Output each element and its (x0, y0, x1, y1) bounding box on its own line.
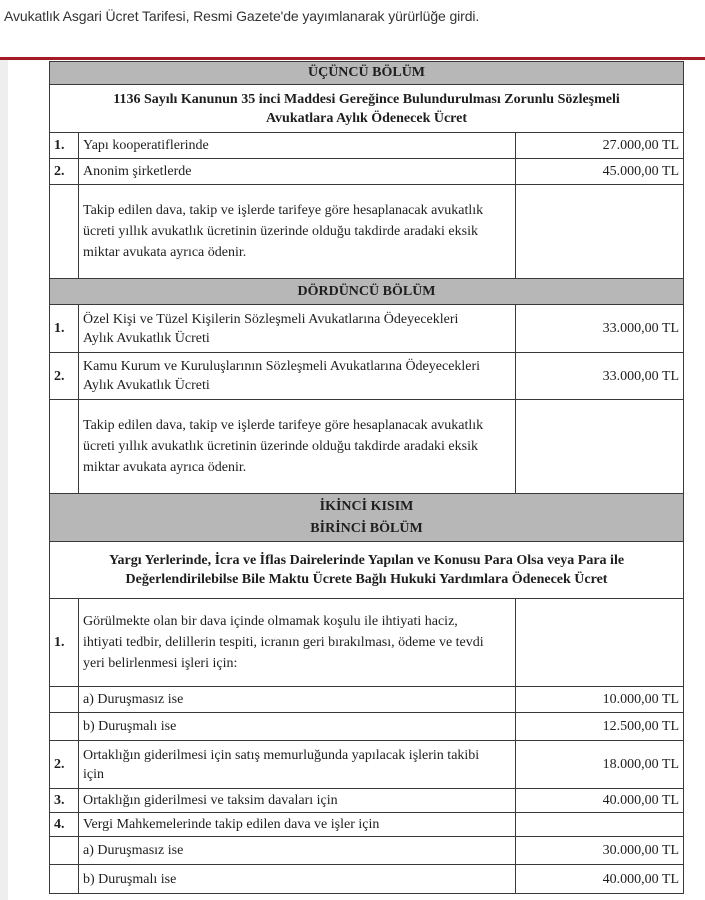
section-subtitle-row (50, 85, 684, 133)
text-line: BİRİNCİ BÖLÜM (310, 520, 423, 536)
item-amount (516, 813, 684, 837)
item-description (79, 133, 516, 159)
section-header-row (50, 494, 684, 542)
item-number: 2. (50, 741, 79, 789)
text-line: ücreti yıllık avukatlık ücretinin üzerinde olduğu takdirde aradaki eksik (83, 439, 478, 454)
item-number: 1. (50, 305, 79, 353)
text-line: Takip edilen dava, takip ve işlerde tarifeye göre hesaplanacak avukatlık (83, 418, 484, 433)
item-description (79, 741, 516, 789)
text-line: ÜÇÜNCÜ BÖLÜM (307, 65, 426, 80)
item-description (79, 789, 516, 813)
text-line: a) Duruşmasız ise (83, 843, 184, 858)
table-row (50, 305, 684, 353)
text-line: miktar avukata ayrıca ödenir. (83, 460, 247, 475)
text-line: Kamu Kurum ve Kuruluşlarının Sözleşmeli Avukatlarına Ödeyecekleri (83, 359, 481, 374)
table-row (50, 353, 684, 400)
item-number (50, 185, 79, 279)
item-amount: 33.000,00 TL (516, 305, 684, 353)
text-line: Avukatlara Aylık Ödenecek Ücret (265, 110, 468, 126)
text-line: Yargı Yerlerinde, İcra ve İflas Dairelerinde Yapılan ve Konusu Para Olsa veya Para ile (108, 553, 625, 568)
item-amount: 12.500,00 TL (516, 713, 684, 741)
item-amount: 18.000,00 TL (516, 741, 684, 789)
item-amount (516, 400, 684, 494)
item-number: 2. (50, 159, 79, 185)
item-number (50, 865, 79, 894)
section-header-row (50, 62, 684, 85)
item-description (79, 353, 516, 400)
table-row (50, 865, 684, 894)
item-amount: 45.000,00 TL (516, 159, 684, 185)
text-line: Takip edilen dava, takip ve işlerde tarifeye göre hesaplanacak avukatlık (83, 203, 484, 218)
item-number: 4. (50, 813, 79, 837)
item-amount: 27.000,00 TL (516, 133, 684, 159)
text-line: 1136 Sayılı Kanunun 35 inci Maddesi Gereğince Bulundurulması Zorunlu Sözleşmeli (113, 91, 620, 107)
section-header-row (50, 279, 684, 305)
table-row (50, 599, 684, 687)
item-description (79, 865, 516, 894)
note-row (50, 400, 684, 494)
text-line: a) Duruşmasız ise (83, 692, 184, 707)
tariff-table (49, 61, 684, 894)
item-amount: 40.000,00 TL (516, 789, 684, 813)
item-description (79, 185, 516, 279)
item-amount (516, 599, 684, 687)
table-row (50, 789, 684, 813)
item-description (79, 599, 516, 687)
section-subtitle (50, 85, 684, 133)
table-row (50, 837, 684, 865)
text-line: için (83, 766, 104, 782)
table-row (50, 813, 684, 837)
item-description (79, 837, 516, 865)
item-description (79, 305, 516, 353)
item-number: 2. (50, 353, 79, 400)
text-line: Ortaklığın giderilmesi ve taksim davaları için (83, 793, 338, 808)
table-row (50, 741, 684, 789)
item-description (79, 713, 516, 741)
item-description (79, 159, 516, 185)
table-row (50, 713, 684, 741)
text-line: Ortaklığın giderilmesi için satış memurluğunda yapılacak işlerin takibi (83, 747, 480, 763)
text-line: Değerlendirilebilse Bile Maktu Ücrete Bağlı Hukuki Yardımlara Ödenecek Ücret (125, 572, 608, 587)
left-margin-strip (0, 60, 8, 900)
text-line: Aylık Avukatlık Ücreti (83, 378, 210, 393)
item-number: 1. (50, 599, 79, 687)
note-row (50, 185, 684, 279)
item-amount (516, 185, 684, 279)
item-description (79, 813, 516, 837)
text-line: Yapı kooperatiflerinde (83, 138, 209, 153)
section-header (50, 494, 684, 542)
item-number (50, 400, 79, 494)
item-number: 3. (50, 789, 79, 813)
text-line: Özel Kişi ve Tüzel Kişilerin Sözleşmeli Avukatlarına Ödeyecekleri (83, 311, 459, 327)
item-amount: 10.000,00 TL (516, 687, 684, 713)
text-line: DÖRDÜNCÜ BÖLÜM (297, 283, 436, 299)
text-line: b) Duruşmalı ise (83, 871, 177, 887)
item-number: 1. (50, 133, 79, 159)
section-subtitle-row (50, 542, 684, 599)
item-amount: 30.000,00 TL (516, 837, 684, 865)
text-line: ücreti yıllık avukatlık ücretinin üzerinde olduğu takdirde aradaki eksik (83, 224, 478, 239)
section-subtitle (50, 542, 684, 599)
item-description (79, 400, 516, 494)
item-number (50, 713, 79, 741)
section-header (50, 279, 684, 305)
item-number (50, 837, 79, 865)
item-description (79, 687, 516, 713)
text-line: yeri belirlenmesi işleri için: (83, 656, 238, 671)
text-line: İKİNCİ KISIM (319, 498, 414, 514)
text-line: b) Duruşmalı ise (83, 719, 177, 734)
section-header (50, 62, 684, 85)
table-row (50, 687, 684, 713)
item-number (50, 687, 79, 713)
item-amount: 33.000,00 TL (516, 353, 684, 400)
text-line: Aylık Avukatlık Ücreti (83, 330, 210, 346)
table-row (50, 159, 684, 185)
table-row (50, 133, 684, 159)
text-line: ihtiyati tedbir, delillerin tespiti, icranın geri bırakılması, ödeme ve tevdi (83, 635, 484, 650)
item-amount: 40.000,00 TL (516, 865, 684, 894)
text-line: Görülmekte olan bir dava içinde olmamak koşulu ile ihtiyati haciz, (83, 614, 458, 629)
text-line: miktar avukata ayrıca ödenir. (83, 245, 247, 260)
text-line: Anonim şirketlerde (83, 164, 192, 179)
article-headline[interactable]: Avukatlık Asgari Ücret Tarifesi, Resmi Gazete'de yayımlanarak yürürlüğe girdi. (4, 8, 480, 24)
text-line: Vergi Mahkemelerinde takip edilen dava ve işler için (83, 817, 380, 832)
